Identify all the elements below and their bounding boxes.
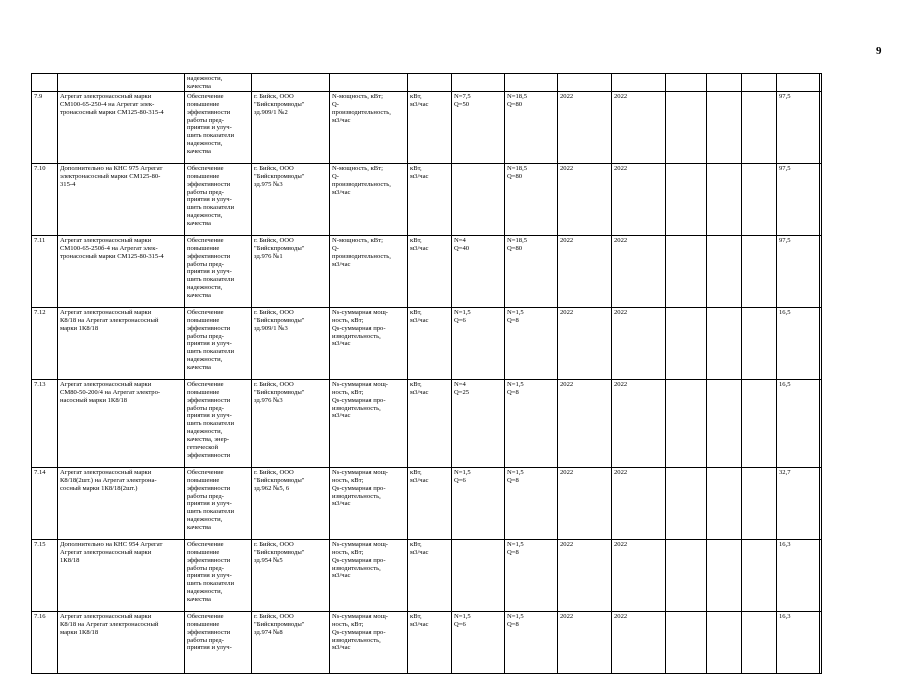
cell-empty [330, 74, 408, 92]
measures-table [31, 73, 822, 674]
cell-year-end [612, 539, 666, 611]
cell-value-before [452, 539, 505, 611]
year-end-text: 2022 [614, 164, 628, 172]
cell-empty [612, 74, 666, 92]
cell-empty [558, 74, 612, 92]
cell-empty-col-12 [742, 539, 777, 611]
cell-purpose [185, 235, 252, 307]
value-after-text: N=1,5 Q=8 [507, 380, 524, 396]
indicator-description-text: Ns-суммарная мощ- ность, кВт; Qs-суммарная про- изводительность, м3/час [332, 308, 388, 348]
unit-text: кВт, м3/час [410, 380, 429, 396]
cell-unit [408, 235, 452, 307]
value-after-text: N=1,5 Q=8 [507, 308, 524, 324]
cell-row-number [32, 467, 58, 539]
cell-empty-col-11 [707, 539, 742, 611]
purpose-text: Обеспечение повышение эффективности работы пред- приятия и улуч- шить показатели надежности, качества [187, 540, 234, 604]
unit-text: кВт, м3/час [410, 468, 429, 484]
cell-value-after [505, 307, 558, 379]
cell-year-start [558, 467, 612, 539]
equipment-name-text: Дополнительно на КНС 975 Агрегат электронасосный марки СМ125-80- 315-4 [60, 164, 163, 188]
cost-text: 16,5 [779, 380, 791, 388]
unit-text: кВт, м3/час [410, 164, 429, 180]
cell-year-end [612, 611, 666, 673]
purpose-text: Обеспечение повышение эффективности работы пред- приятия и улуч- шить показатели надежности, качества [187, 236, 234, 300]
value-after-text: N=1,5 Q=8 [507, 468, 524, 484]
unit-text: кВт, м3/час [410, 308, 429, 324]
year-end-text: 2022 [614, 468, 628, 476]
cell-empty-col-14 [820, 379, 822, 467]
location-text: г. Бийск, ООО "Бийскпромводы" зд.962 №5, 6 [254, 468, 305, 492]
cell-purpose [185, 163, 252, 235]
cell-year-end [612, 379, 666, 467]
year-start-text: 2022 [560, 308, 574, 316]
cost-text: 32,7 [779, 468, 791, 476]
cell-unit [408, 611, 452, 673]
cell-empty-col-14 [820, 539, 822, 611]
cell-value-before [452, 611, 505, 673]
cell-empty-col-14 [820, 307, 822, 379]
cell-location [252, 235, 330, 307]
cell-year-start [558, 91, 612, 163]
value-after-text: N=18,5 Q=80 [507, 92, 528, 108]
cell-unit [408, 307, 452, 379]
year-end-text: 2022 [614, 612, 628, 620]
indicator-description-text: Ns-суммарная мощ- ность, кВт; Qs-суммарная про- изводительность, м3/час [332, 468, 388, 508]
cost-text: 16,3 [779, 612, 791, 620]
cell-year-end [612, 163, 666, 235]
year-start-text: 2022 [560, 612, 574, 620]
value-before-text: N=1,5 Q=6 [454, 612, 471, 628]
cell-location [252, 539, 330, 611]
row-number-text: 7.14 [34, 468, 46, 476]
cell-cost [777, 379, 820, 467]
location-text: г. Бийск, ООО "Бийскпромводы" зд.909/1 №3 [254, 308, 305, 332]
cell-equipment-name [58, 539, 185, 611]
table-row [32, 235, 822, 307]
row-number-text: 7.12 [34, 308, 46, 316]
cell-year-start [558, 539, 612, 611]
value-after-text: N=18,5 Q=80 [507, 236, 528, 252]
cell-empty [32, 74, 58, 92]
cell-year-end [612, 467, 666, 539]
cell-year-start [558, 307, 612, 379]
cell-empty [820, 74, 822, 92]
cell-value-after [505, 379, 558, 467]
equipment-name-text: Агрегат электронасосный марки СМ80-50-200/4 на Агрегат электро- насосный марки 1К8/18 [60, 380, 161, 404]
cell-empty-col-10 [666, 91, 707, 163]
cell-empty-col-10 [666, 307, 707, 379]
cell-year-start [558, 611, 612, 673]
cell-empty [452, 74, 505, 92]
cell-empty-col-12 [742, 307, 777, 379]
cell-empty-col-11 [707, 379, 742, 467]
cell-year-start [558, 163, 612, 235]
cell-empty-col-12 [742, 379, 777, 467]
cell-equipment-name [58, 91, 185, 163]
year-start-text: 2022 [560, 380, 574, 388]
value-after-text: N=1,5 Q=8 [507, 612, 524, 628]
cell-location [252, 163, 330, 235]
cell-empty [505, 74, 558, 92]
cell-empty-col-14 [820, 467, 822, 539]
unit-text: кВт, м3/час [410, 540, 429, 556]
cell-indicator-description [330, 379, 408, 467]
cell-value-before [452, 307, 505, 379]
cell-equipment-name [58, 163, 185, 235]
purpose-continued-text: надежности, качества [187, 75, 223, 90]
indicator-description-text: Ns-суммарная мощ- ность, кВт; Qs-суммарная про- изводительность, м3/час [332, 612, 388, 652]
year-start-text: 2022 [560, 164, 574, 172]
cell-empty-col-14 [820, 91, 822, 163]
cell-cost [777, 611, 820, 673]
year-start-text: 2022 [560, 236, 574, 244]
row-number-text: 7.11 [34, 236, 46, 244]
purpose-text: Обеспечение повышение эффективности работы пред- приятия и улуч- [187, 612, 232, 652]
cell-empty [777, 74, 820, 92]
cell-empty-col-12 [742, 163, 777, 235]
cell-purpose [185, 379, 252, 467]
equipment-name-text: Агрегат электронасосный марки СМ100-65-250б-4 на Агрегат элек- тронасосный марки СМ125-80-315-4 [60, 236, 164, 260]
value-before-text: N=7,5 Q=50 [454, 92, 471, 108]
cell-empty [666, 74, 707, 92]
cell-indicator-description [330, 91, 408, 163]
cell-cost [777, 467, 820, 539]
cell-purpose [185, 307, 252, 379]
cell-empty-col-11 [707, 611, 742, 673]
cell-empty-col-10 [666, 539, 707, 611]
equipment-name-text: Агрегат электронасосный марки СМ100-65-250-4 на Агрегат элек- тронасосный марки СМ125-80-315-4 [60, 92, 164, 116]
cell-year-start [558, 235, 612, 307]
cell-unit [408, 379, 452, 467]
cost-text: 97,5 [779, 236, 791, 244]
row-number-text: 7.9 [34, 92, 43, 100]
row-number-text: 7.13 [34, 380, 46, 388]
location-text: г. Бийск, ООО "Бийскпромводы" зд.975 №3 [254, 164, 305, 188]
cell-empty-col-10 [666, 235, 707, 307]
year-end-text: 2022 [614, 308, 628, 316]
cell-location [252, 611, 330, 673]
value-before-text: N=1,5 Q=6 [454, 468, 471, 484]
indicator-description-text: N-мощность, кВт; Q- производительность, м3/час [332, 236, 391, 268]
cell-equipment-name [58, 611, 185, 673]
cell-empty-col-10 [666, 611, 707, 673]
cell-unit [408, 467, 452, 539]
cell-empty [707, 74, 742, 92]
unit-text: кВт, м3/час [410, 612, 429, 628]
cell-equipment-name [58, 379, 185, 467]
cell-value-after [505, 539, 558, 611]
cell-equipment-name [58, 235, 185, 307]
cell-value-after [505, 163, 558, 235]
cell-equipment-name [58, 307, 185, 379]
cell-indicator-description [330, 163, 408, 235]
cell-cost [777, 539, 820, 611]
cell-row-number [32, 611, 58, 673]
table-row [32, 467, 822, 539]
cell-value-after [505, 235, 558, 307]
value-after-text: N=1,5 Q=8 [507, 540, 524, 556]
cell-unit [408, 91, 452, 163]
purpose-text: Обеспечение повышение эффективности работы пред- приятия и улуч- шить показатели надежности, качества, энер- гетической эффективности [187, 380, 234, 459]
indicator-description-text: N-мощность, кВт; Q- производительность, м3/час [332, 92, 391, 124]
value-before-text: N=4 Q=40 [454, 236, 470, 252]
purpose-text: Обеспечение повышение эффективности работы пред- приятия и улуч- шить показатели надежности, качества [187, 468, 234, 532]
cell-value-before [452, 379, 505, 467]
cell-year-end [612, 307, 666, 379]
cell-cost [777, 163, 820, 235]
measures-table-container [31, 73, 822, 652]
indicator-description-text: N-мощность, кВт; Q- производительность, м3/час [332, 164, 391, 196]
cost-text: 16,3 [779, 540, 791, 548]
cell-empty-col-14 [820, 235, 822, 307]
indicator-description-text: Ns-суммарная мощ- ность, кВт; Qs-суммарная про- изводительность, м3/час [332, 380, 388, 420]
cell-location [252, 91, 330, 163]
cell-purpose [185, 539, 252, 611]
cell-location [252, 379, 330, 467]
purpose-text: Обеспечение повышение эффективности работы пред- приятия и улуч- шить показатели надежности, качества [187, 92, 234, 156]
cell-purpose [185, 467, 252, 539]
cell-empty-col-10 [666, 163, 707, 235]
row-number-text: 7.15 [34, 540, 46, 548]
table-row [32, 611, 822, 673]
cell-cost [777, 91, 820, 163]
cell-purpose [185, 611, 252, 673]
year-end-text: 2022 [614, 380, 628, 388]
cell-empty [252, 74, 330, 92]
cell-cost [777, 307, 820, 379]
year-start-text: 2022 [560, 468, 574, 476]
location-text: г. Бийск, ООО "Бийскпромводы" зд.909/1 №2 [254, 92, 305, 116]
cell-empty [58, 74, 185, 92]
cell-empty-col-14 [820, 163, 822, 235]
cell-value-before [452, 467, 505, 539]
location-text: г. Бийск, ООО "Бийскпромводы" зд.954 №5 [254, 540, 305, 564]
cell-indicator-description [330, 235, 408, 307]
table-row [32, 307, 822, 379]
year-end-text: 2022 [614, 236, 628, 244]
cell-cost [777, 235, 820, 307]
cell-empty [408, 74, 452, 92]
cell-purpose [185, 91, 252, 163]
equipment-name-text: Агрегат электронасосный марки К8/18 на Агрегат электронасосный марки 1К8/18 [60, 612, 159, 636]
cell-location [252, 467, 330, 539]
cell-value-after [505, 91, 558, 163]
cell-empty-col-11 [707, 235, 742, 307]
cell-value-after [505, 611, 558, 673]
cell-row-number [32, 235, 58, 307]
cell-empty [742, 74, 777, 92]
cell-empty-col-10 [666, 467, 707, 539]
cell-row-number [32, 163, 58, 235]
value-after-text: N=18,5 Q=80 [507, 164, 528, 180]
cell-empty-col-12 [742, 467, 777, 539]
year-start-text: 2022 [560, 540, 574, 548]
cell-indicator-description [330, 611, 408, 673]
cell-row-number [32, 91, 58, 163]
location-text: г. Бийск, ООО "Бийскпромводы" зд.976 №3 [254, 380, 305, 404]
table-row [32, 91, 822, 163]
unit-text: кВт, м3/час [410, 236, 429, 252]
cell-row-number [32, 379, 58, 467]
table-row-continuation [32, 74, 822, 92]
cell-year-end [612, 91, 666, 163]
year-end-text: 2022 [614, 540, 628, 548]
cell-empty-col-14 [820, 611, 822, 673]
purpose-text: Обеспечение повышение эффективности работы пред- приятия и улуч- шить показатели надежности, качества [187, 308, 234, 372]
cell-row-number [32, 539, 58, 611]
year-end-text: 2022 [614, 92, 628, 100]
page-number: 9 [876, 45, 882, 57]
cell-indicator-description [330, 467, 408, 539]
row-number-text: 7.10 [34, 164, 46, 172]
table-row [32, 539, 822, 611]
cost-text: 97,5 [779, 164, 791, 172]
equipment-name-text: Агрегат электронасосный марки К8/18 на Агрегат электронасосный марки 1К8/18 [60, 308, 159, 332]
cell-value-after [505, 467, 558, 539]
equipment-name-text: Агрегат электронасосный марки К8/18(2шт.) на Агрегат электрона- сосный марки 1К8/18(2шт.) [60, 468, 157, 492]
cell-empty-col-12 [742, 91, 777, 163]
location-text: г. Бийск, ООО "Бийскпромводы" зд.976 №1 [254, 236, 305, 260]
cell-empty-col-11 [707, 163, 742, 235]
cell-unit [408, 539, 452, 611]
value-before-text: N=1,5 Q=6 [454, 308, 471, 324]
cell-indicator-description [330, 539, 408, 611]
cell-empty-col-10 [666, 379, 707, 467]
cell-empty-col-12 [742, 235, 777, 307]
cost-text: 16,5 [779, 308, 791, 316]
cell-empty-col-12 [742, 611, 777, 673]
cell-purpose-continued [185, 74, 252, 92]
year-start-text: 2022 [560, 92, 574, 100]
cell-indicator-description [330, 307, 408, 379]
indicator-description-text: Ns-суммарная мощ- ность, кВт; Qs-суммарная про- изводительность, м3/час [332, 540, 388, 580]
cell-year-end [612, 235, 666, 307]
cell-row-number [32, 307, 58, 379]
unit-text: кВт, м3/час [410, 92, 429, 108]
cell-value-before [452, 235, 505, 307]
cell-empty-col-11 [707, 467, 742, 539]
table-row [32, 379, 822, 467]
cost-text: 97,5 [779, 92, 791, 100]
table-row [32, 163, 822, 235]
cell-empty-col-11 [707, 307, 742, 379]
location-text: г. Бийск, ООО "Бийскпромводы" зд.974 №8 [254, 612, 305, 636]
cell-empty-col-11 [707, 91, 742, 163]
equipment-name-text: Дополнительно на КНС 954 Агрегат Агрегат электронасосный марки 1К8/18 [60, 540, 163, 564]
cell-unit [408, 163, 452, 235]
cell-equipment-name [58, 467, 185, 539]
row-number-text: 7.16 [34, 612, 46, 620]
value-before-text: N=4 Q=25 [454, 380, 470, 396]
cell-location [252, 307, 330, 379]
purpose-text: Обеспечение повышение эффективности работы пред- приятия и улуч- шить показатели надежности, качества [187, 164, 234, 228]
cell-value-before [452, 163, 505, 235]
cell-year-start [558, 379, 612, 467]
cell-value-before [452, 91, 505, 163]
